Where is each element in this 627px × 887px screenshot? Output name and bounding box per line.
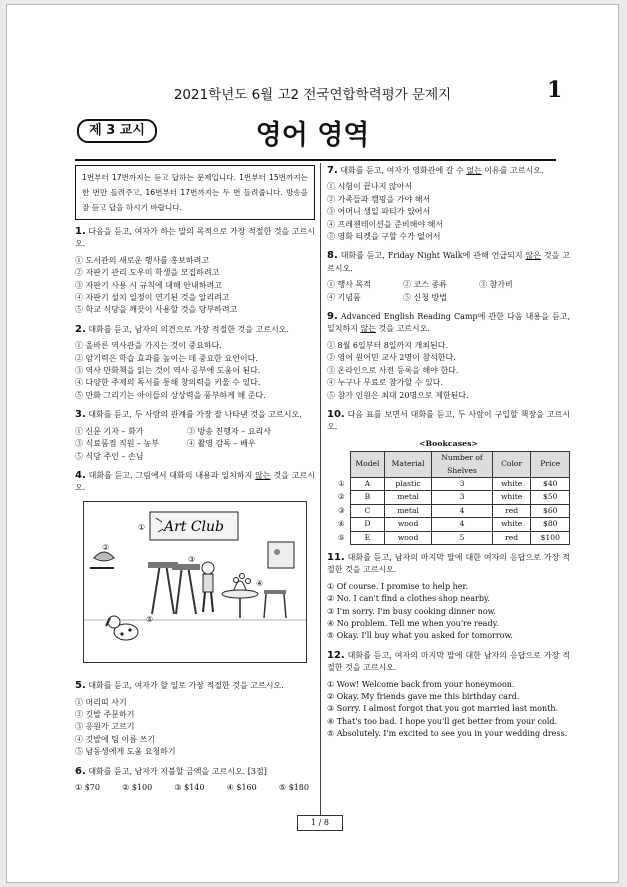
question-text: Advanced English Reading Camp에 관한 다음 내용을 듣고, 일치하지	[327, 312, 570, 334]
question-number: 11.	[327, 551, 345, 563]
table-row[interactable]: ② B metal 3 white $50	[333, 491, 570, 504]
table-row[interactable]: ③ C metal 4 red $60	[333, 504, 570, 517]
question-12	[327, 650, 570, 741]
option-1[interactable]: ① 머리띠 사기	[75, 697, 127, 707]
question-3	[75, 409, 315, 463]
question-8	[327, 250, 570, 304]
option-2[interactable]: ② 깃발 주문하기	[75, 709, 135, 719]
option-5[interactable]: ⑤ 영화 티켓을 구할 수가 없어서	[327, 232, 441, 242]
option-2[interactable]: ② 영어 원어민 교사 2명이 참석한다.	[327, 353, 456, 363]
option-3[interactable]: ③ $140	[174, 782, 205, 792]
question-emphasis: 않은	[525, 251, 541, 261]
question-number: 10.	[327, 408, 345, 420]
option-4[interactable]: ④ 기념품	[327, 292, 361, 302]
question-text: 대화를 듣고, 남자가 지불할 금액을 고르시오. [3점]	[88, 766, 267, 776]
marker-1: ①	[138, 522, 146, 532]
option-4[interactable]: ④ No problem. Tell me when you're ready.	[327, 619, 499, 628]
option-2[interactable]: ② No. I can't find a clothes shop nearby.	[327, 594, 490, 604]
exam-title: 2021학년도 6월 고2 전국연합학력평가 문제지	[173, 87, 452, 103]
question-4	[75, 470, 315, 673]
option-4[interactable]: ④ 촬영 감독 – 배우	[187, 439, 256, 449]
question-number: 6.	[75, 765, 86, 777]
marker-4: ④	[256, 578, 264, 588]
question-1	[75, 226, 315, 317]
question-11	[327, 552, 570, 643]
option-3[interactable]: ③ 참가비	[479, 280, 513, 290]
header-color: Color	[492, 452, 531, 478]
question-7	[327, 165, 570, 243]
option-4[interactable]: ④ 누구나 무료로 참가할 수 있다.	[327, 378, 443, 388]
option-2[interactable]: ② Okay. My friends gave me this birthday card.	[327, 692, 520, 702]
question-text: 대화를 듣고, 여자의 마지막 말에 대한 남자의 응답으로 가장 적절한 것을 고르시오.	[327, 650, 570, 673]
question-number: 9.	[327, 311, 338, 323]
subject-title: 영어 영역	[255, 120, 370, 151]
marker-5: ⑤	[146, 614, 154, 624]
option-3[interactable]: ③ 온라인으로 사전 등록을 해야 한다.	[327, 365, 459, 375]
question-emphasis: 없는	[466, 166, 482, 175]
option-1[interactable]: ① Wow! Welcome back from your honeymoon.	[327, 679, 515, 689]
question-9	[327, 311, 570, 402]
question-text-end: 것을 고르시오.	[327, 251, 570, 273]
exam-page	[6, 4, 619, 883]
option-5[interactable]: ⑤ 남동생에게 도움 요청하기	[75, 747, 176, 757]
option-1[interactable]: ① Of course. I promise to help her.	[327, 581, 469, 591]
question-text: 대화를 듣고, 두 사람의 관계를 가장 잘 나타낸 것을 고르시오.	[88, 410, 302, 420]
option-2[interactable]: ② 코스 종류	[403, 280, 447, 290]
question-number: 5.	[75, 680, 86, 692]
column-divider	[320, 163, 321, 815]
option-2[interactable]: ② $100	[122, 782, 153, 792]
option-1[interactable]: ① 올바른 역사관을 가지는 것이 중요하다.	[75, 341, 222, 351]
option-5[interactable]: ⑤ 만화 그리기는 아이들의 상상력을 풍부하게 해 준다.	[75, 390, 266, 400]
marker-2: ②	[102, 542, 110, 552]
question-text: 대화를 듣고, 그림에서 대화의 내용과 일치하지	[88, 470, 256, 480]
question-number: 8.	[327, 250, 338, 262]
option-3[interactable]: ③ Sorry. I almost forgot that you got married last month.	[327, 704, 559, 714]
footer-total: 8	[323, 818, 329, 827]
table-header-row	[333, 452, 570, 478]
period-badge: 제 3 교시	[77, 119, 157, 143]
option-4[interactable]: ④ $160	[226, 782, 257, 792]
option-5[interactable]: ⑤ 참가 인원은 최대 20명으로 제한된다.	[327, 390, 469, 400]
frame-right	[268, 542, 294, 568]
option-2[interactable]: ② 가족들과 캠핑을 가야 해서	[327, 194, 431, 204]
left-column	[75, 165, 315, 801]
question-text: 다음을 듣고, 여자가 하는 말의 목적으로 가장 적절한 것을 고르시오.	[75, 227, 315, 249]
option-4[interactable]: ④ 프레젠테이션을 준비해야 해서	[327, 219, 444, 229]
question-text: 대화를 듣고, Friday Night Walk에 관해 언급되지	[340, 251, 526, 261]
question-number: 7.	[327, 165, 338, 176]
right-column	[327, 165, 570, 748]
page-footer: 1 / 8	[297, 815, 343, 831]
option-1[interactable]: ① 시험이 끝나지 않아서	[327, 182, 413, 192]
option-4[interactable]: ④ 깃발에 팀 이름 쓰기	[75, 734, 155, 744]
header-rule	[75, 159, 556, 161]
question-text: 대화를 듣고, 여자가 할 일로 가장 적절한 것을 고르시오.	[88, 681, 284, 691]
option-3[interactable]: ③ 식료품점 직원 – 농부	[75, 439, 159, 449]
footer-page: 1	[311, 818, 317, 827]
question-text: 대화를 듣고, 남자의 마지막 말에 대한 여자의 응답으로 가장 적절한 것을 고르시오.	[327, 552, 570, 575]
marker-3: ③	[188, 554, 196, 564]
question-text-end: 이유를 고르시오.	[481, 166, 544, 175]
question-5	[75, 680, 315, 758]
question-text: 다음 표를 보면서 대화를 듣고, 두 사람이 구입할 책장을 고르시오.	[327, 409, 570, 432]
art-club-sign	[150, 512, 238, 540]
table-row[interactable]: ⑤ E wood 5 red $100	[333, 531, 570, 544]
option-4[interactable]: ④ 다양한 주제의 독서를 통해 창의력을 키울 수 있다.	[75, 378, 261, 388]
option-5[interactable]: ⑤ $180	[278, 782, 309, 792]
table-row[interactable]: ④ D wood 4 white $80	[333, 518, 570, 531]
question-number: 1.	[75, 226, 86, 237]
option-4[interactable]: ④ That's too bad. I hope you'll get better from your cold.	[327, 716, 558, 726]
sign-text: Art Club	[163, 518, 225, 535]
question-10	[327, 409, 570, 545]
question-emphasis: 않는	[255, 470, 271, 480]
question-number: 4.	[75, 469, 86, 481]
option-3[interactable]: ③ I'm sorry. I'm busy cooking dinner now.	[327, 606, 497, 616]
option-1[interactable]: ① 행사 목적	[327, 280, 371, 290]
option-3[interactable]: ③ 응원가 고르기	[75, 722, 135, 732]
question-text-end: 것을 고르시오.	[375, 324, 430, 334]
question-number: 3.	[75, 409, 86, 421]
option-5[interactable]: ⑤ 신청 방법	[403, 292, 447, 302]
question-text: 대화를 듣고, 여자가 영화관에 갈 수	[340, 166, 467, 175]
option-1[interactable]: ① 도서관의 새로운 행사를 홍보하려고	[75, 255, 210, 265]
option-5[interactable]: ⑤ 학교 식당을 깨끗이 사용할 것을 당부하려고	[75, 305, 238, 315]
question-emphasis: 않는	[360, 324, 376, 334]
header-model: Model	[350, 452, 384, 478]
question-text: 대화를 듣고, 남자의 의견으로 가장 적절한 것을 고르시오.	[88, 324, 289, 334]
option-3[interactable]: ③ 어머니 생일 파티가 있어서	[327, 207, 431, 217]
table-row[interactable]: ① A plastic 3 white $40	[333, 477, 570, 490]
question-number: 12.	[327, 649, 345, 661]
bookcase-table	[333, 451, 570, 545]
option-1[interactable]: ① $70	[75, 782, 100, 792]
header-shelves: Number of Shelves	[432, 452, 493, 478]
question-6	[75, 766, 315, 795]
question-text-end: 것을 고르시오.	[75, 470, 315, 493]
question-2	[75, 324, 315, 402]
listening-notice: 1번부터 17번까지는 듣고 답하는 문제입니다. 1번부터 15번까지는 한 번만 들려주고, 16번부터 17번까지는 두 번 들려줍니다. 방송을 잘 듣고 답을 하시기 바랍니다.	[75, 165, 315, 220]
option-5[interactable]: ⑤ 식당 주인 – 손님	[75, 451, 144, 461]
art-club-illustration	[83, 501, 307, 663]
header-material: Material	[384, 452, 431, 478]
option-2[interactable]: ② 방송 진행자 – 요리사	[187, 426, 271, 436]
table-caption: <Bookcases>	[419, 438, 478, 448]
question-number: 2.	[75, 323, 86, 335]
option-5[interactable]: ⑤ Absolutely. I'm excited to see you in your wedding dress.	[327, 729, 568, 739]
option-3[interactable]: ③ 자판기 사용 시 규칙에 대해 안내하려고	[75, 280, 222, 290]
option-1[interactable]: ① 신문 기자 – 화가	[75, 426, 144, 436]
option-5[interactable]: ⑤ Okay. I'll buy what you asked for tomorrow.	[327, 631, 513, 641]
option-2[interactable]: ② 암기력은 학습 효과를 높이는 데 중요한 요인이다.	[75, 353, 258, 363]
option-4[interactable]: ④ 자판기 설치 일정이 연기된 것을 알리려고	[75, 293, 230, 303]
page-number: 1	[547, 77, 563, 103]
header-price: Price	[531, 452, 570, 478]
option-3[interactable]: ③ 역사 만화책을 읽는 것이 역사 공부에 도움이 된다.	[75, 366, 261, 376]
option-2[interactable]: ② 자판기 관리 도우미 학생을 모집하려고	[75, 268, 220, 278]
option-1[interactable]: ① 8월 6일부터 8일까지 개최된다.	[327, 340, 448, 350]
